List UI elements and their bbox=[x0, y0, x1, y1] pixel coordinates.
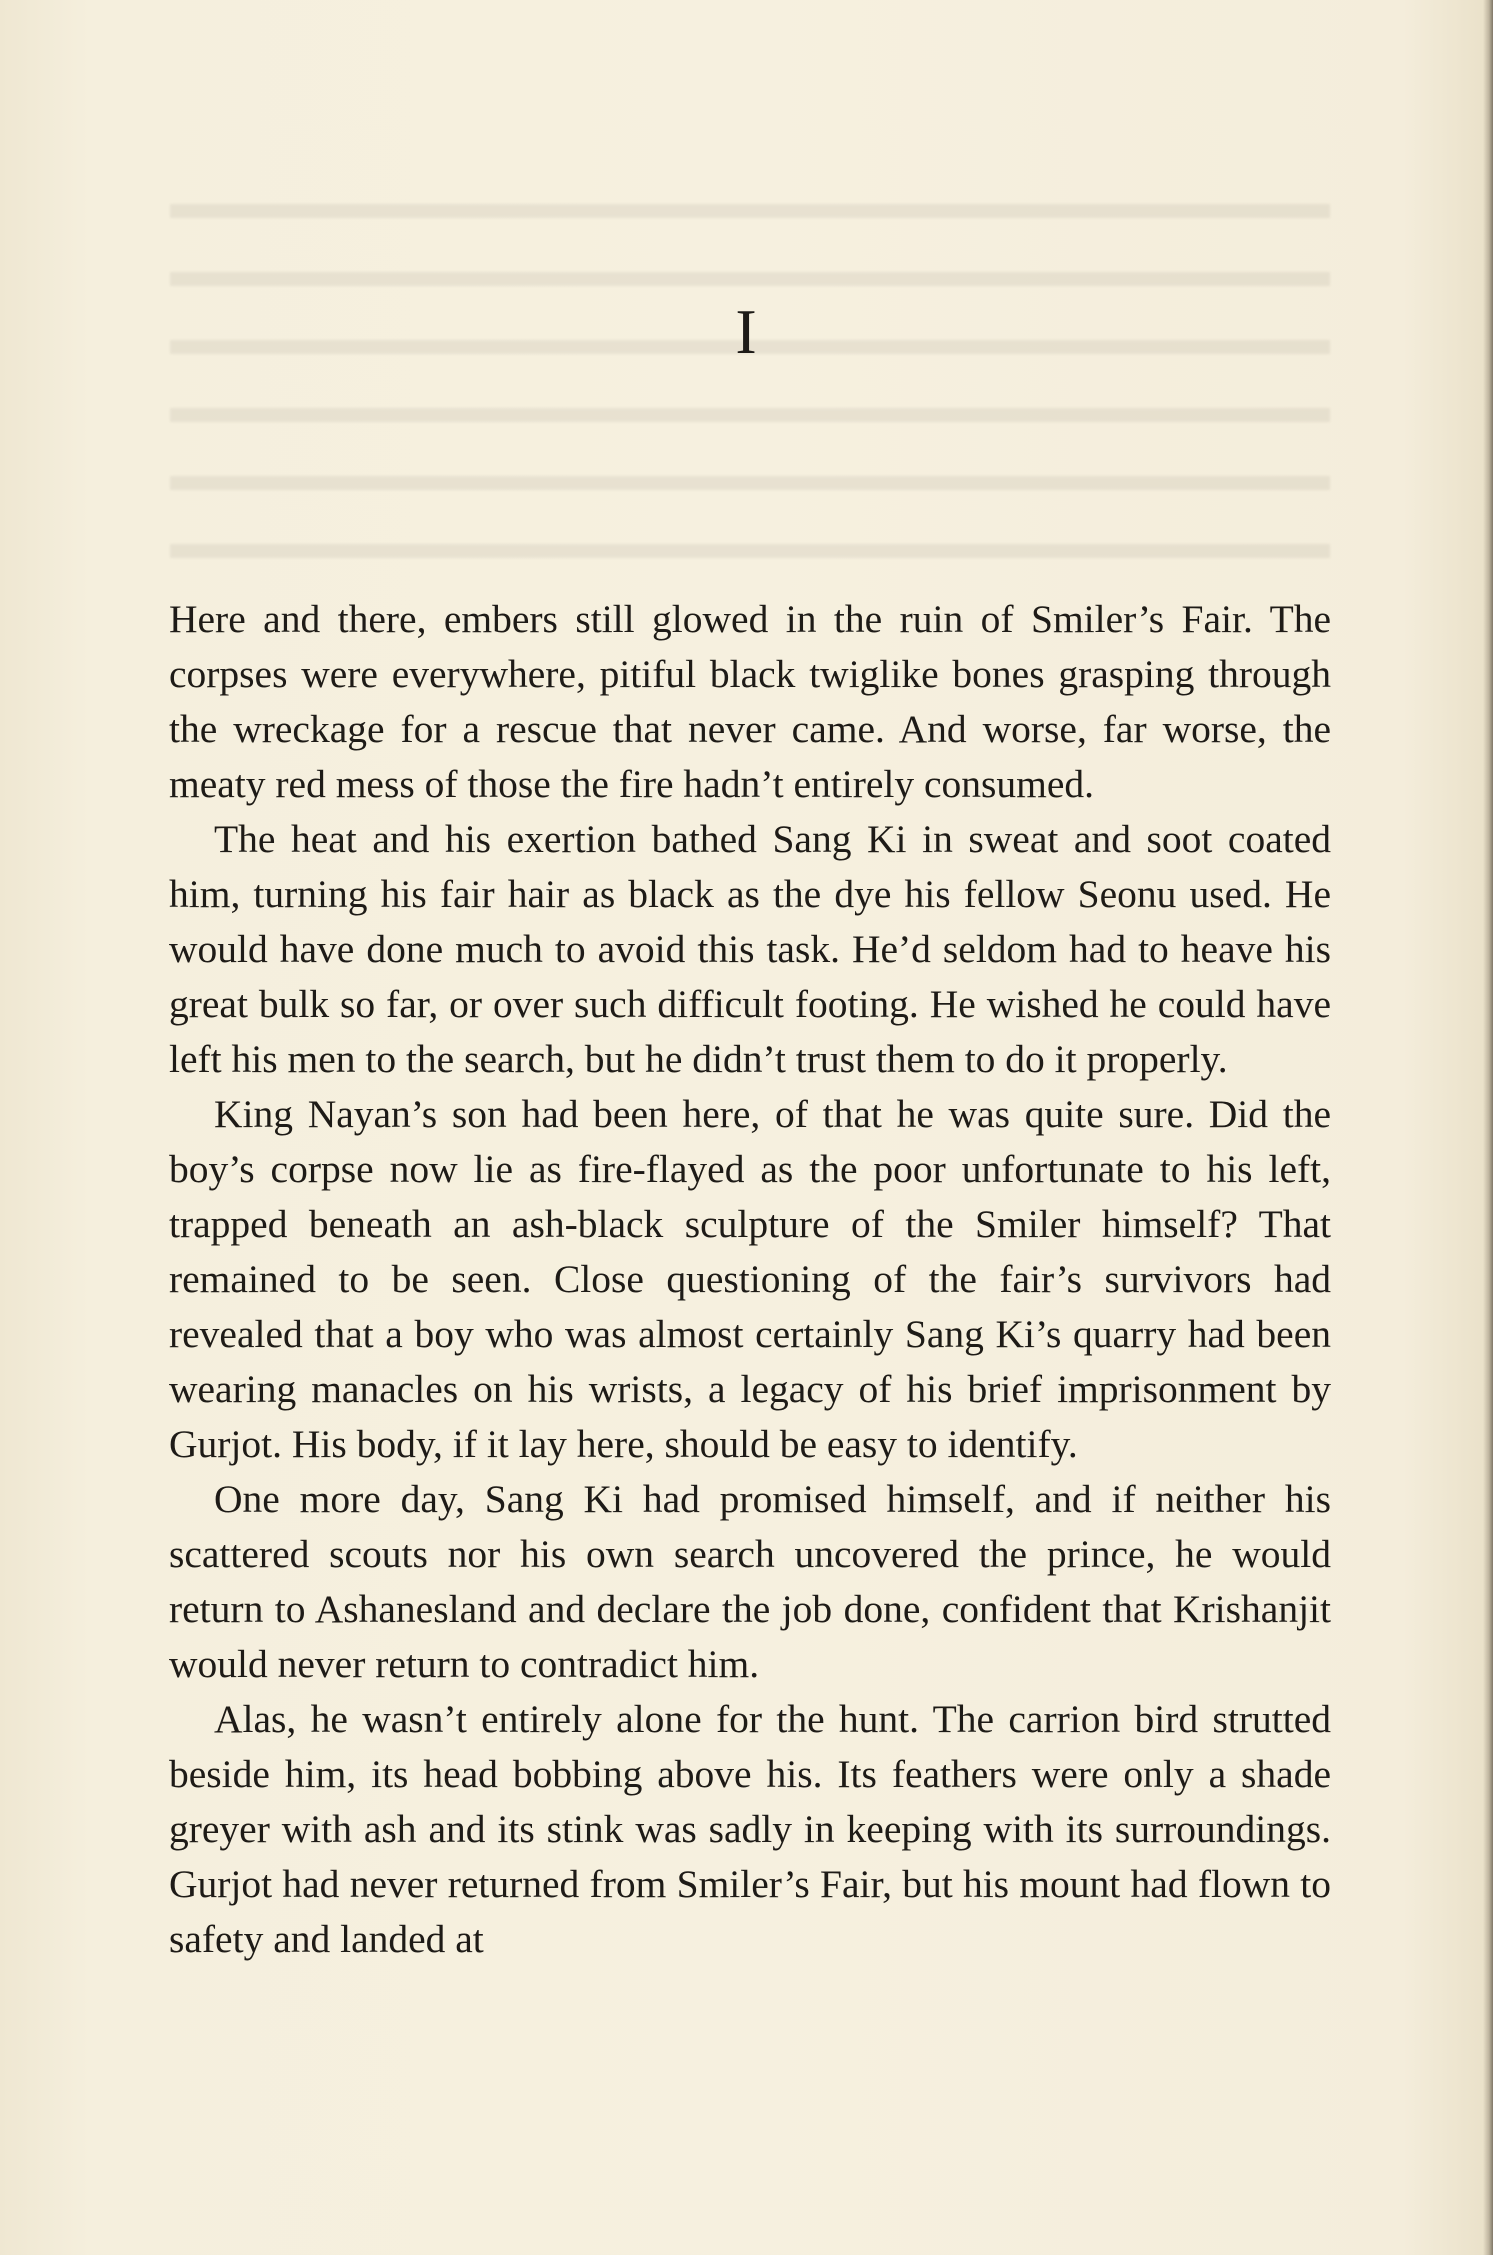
paragraph-2: The heat and his exertion bathed Sang Ki in sweat and soot coated him, turning his fair hair as black as the dye his fellow Seonu used. He would have done much to avoid this task. He’d seldom had to heave his great bulk so far, or over such difficult footing. He wished he could have left his men to the search, but he didn’t trust them to do it properly. bbox=[169, 817, 1331, 1081]
chapter-body bbox=[169, 592, 1331, 1967]
page-edge-shadow bbox=[1483, 0, 1493, 2255]
chapter-number: I bbox=[735, 296, 758, 367]
paragraph-3: King Nayan’s son had been here, of that he was quite sure. Did the boy’s corpse now lie as fire-flayed as the poor unfortunate to his left, trapped beneath an ash-black sculpture of the Smiler himself? That remained to be seen. Close questioning of the fair’s survivors had revealed that a boy who was almost certainly Sang Ki’s quarry had been wearing manacles on his wrists, a legacy of his brief imprisonment by Gurjot. His body, if it lay here, should be easy to identify. bbox=[169, 1092, 1331, 1466]
paragraph-4: One more day, Sang Ki had promised himself, and if neither his scattered scouts nor his own search uncovered the prince, he would return to Ashanesland and declare the job done, confident that Krishanjit would never return to contradict him. bbox=[169, 1477, 1331, 1686]
paragraph-5: Alas, he wasn’t entirely alone for the hunt. The carrion bird strutted beside him, its head bobbing above his. Its feathers were only a shade greyer with ash and its stink was sadly in keeping with its surroundings. Gurjot had never returned from Smiler’s Fair, but his mount had flown to safety and landed at bbox=[169, 1697, 1331, 1961]
paragraph-1: Here and there, embers still glowed in the ruin of Smiler’s Fair. The corpses were everywhere, pitiful black twiglike bones grasping through the wreckage for a rescue that never came. And worse, far worse, the meaty red mess of those the fire hadn’t entirely consumed. bbox=[169, 597, 1331, 806]
